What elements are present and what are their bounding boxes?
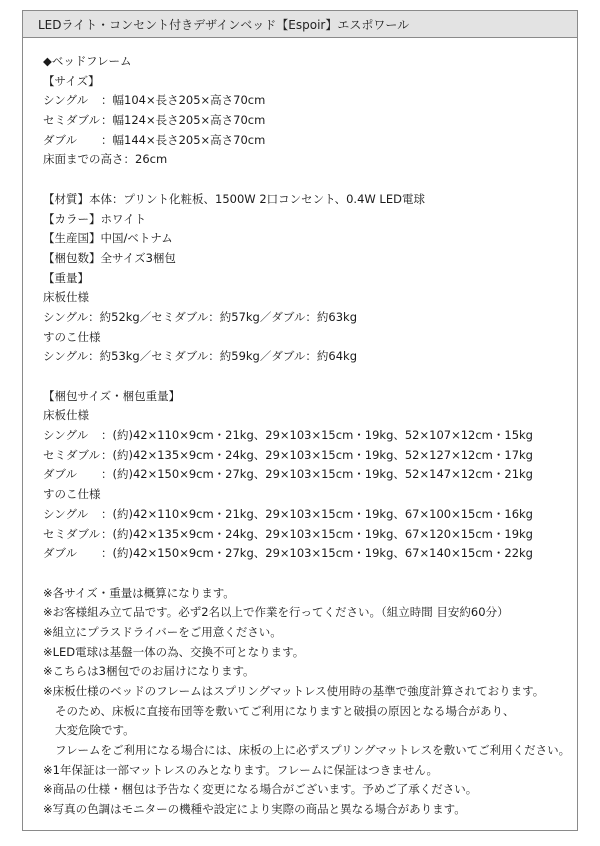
spacer: [43, 564, 577, 584]
weight-floor-label: 床板仕様: [43, 290, 89, 305]
package-row-value: ：(約)42×150×9cm・27kg、29×103×15cm・19kg、52×147×12cm・21kg: [101, 467, 533, 482]
package-count: 【梱包数】全サイズ3梱包: [43, 250, 176, 265]
spacer: [43, 367, 577, 387]
package-row-label: シングル: [43, 506, 89, 521]
package-row-value: ：(約)42×135×9cm・24kg、29×103×15cm・19kg、67×120×15cm・19kg: [101, 526, 533, 541]
size-label: シングル: [43, 93, 89, 108]
package-row-value: ：(約)42×135×9cm・24kg、29×103×15cm・19kg、52×127×12cm・17kg: [101, 447, 533, 462]
package-row-label: セミダブル: [43, 447, 101, 462]
note: ※各サイズ・重量は概算になります。: [43, 585, 235, 600]
weight-slat: シングル：約53kg／セミダブル：約59kg／ダブル：約64kg: [43, 349, 357, 364]
package-row-label: セミダブル: [43, 526, 101, 541]
package-row-value: ：(約)42×110×9cm・21kg、29×103×15cm・19kg、52×107×12cm・15kg: [101, 428, 533, 443]
size-value: ：幅104×長さ205×高さ70cm: [101, 93, 266, 108]
size-label: セミダブル: [43, 113, 101, 128]
weight-floor: シングル：約52kg／セミダブル：約57kg／ダブル：約63kg: [43, 309, 357, 324]
package-row-label: シングル: [43, 428, 89, 443]
package-row: [43, 525, 577, 545]
note: ※組立にプラスドライバーをご用意ください。: [43, 624, 282, 639]
note: フレームをご利用になる場合には、床板の上に必ずスプリングマットレスを敷いてご利用ください。: [55, 743, 571, 758]
material: 【材質】本体：プリント化粧板、1500W 2口コンセント、0.4W LED電球: [43, 191, 425, 206]
package-slat-label: すのこ仕様: [43, 487, 101, 502]
note: ※商品の仕様・梱包は予告なく変更になる場合がございます。予めご了承ください。: [43, 782, 478, 797]
size-row-double: [43, 131, 577, 151]
spec-content: [43, 52, 577, 820]
note: ※写真の色調はモニターの機種や設定により実際の商品と異なる場合があります。: [43, 802, 466, 817]
note: ※床板仕様のベッドのフレームはスプリングマットレス使用時の基準で強度計算されております。: [43, 684, 545, 698]
note: ※こちらは3梱包でのお届けになります。: [43, 664, 255, 679]
floor-height: 床面までの高さ：26cm: [43, 152, 168, 167]
panel-title: LEDライト・コンセント付きデザインベッド【Espoir】エスポワール: [38, 18, 410, 32]
color: 【カラー】ホワイト: [43, 211, 147, 226]
frame-heading: ◆ベッドフレーム: [43, 54, 132, 68]
package-row-label: ダブル: [43, 467, 78, 482]
size-label: ダブル: [43, 132, 78, 147]
note: 大変危険です。: [55, 723, 135, 738]
package-heading: 【梱包サイズ・梱包重量】: [43, 388, 181, 403]
package-row: [43, 426, 577, 446]
size-value: ：幅124×長さ205×高さ70cm: [101, 113, 266, 128]
note: ※お客様組み立て品です。必ず2名以上で作業を行ってください。（組立時間 目安約60分）: [43, 605, 509, 620]
size-row-single: [43, 91, 577, 111]
package-row: [43, 544, 577, 564]
panel-header: [23, 11, 577, 38]
package-row: [43, 446, 577, 466]
spec-panel: [22, 10, 578, 831]
size-value: ：幅144×長さ205×高さ70cm: [101, 132, 266, 147]
note: ※1年保証は一部マットレスのみとなります。フレームに保証はつきません。: [43, 762, 438, 777]
note: そのため、床板に直接布団等を敷いてご利用になりますと破損の原因となる場合があり、: [55, 703, 515, 718]
package-row: [43, 505, 577, 525]
package-row: [43, 465, 577, 485]
package-row-value: ：(約)42×150×9cm・27kg、29×103×15cm・19kg、67×140×15cm・22kg: [101, 546, 533, 561]
size-heading: 【サイズ】: [43, 73, 100, 88]
weight-heading: 【重量】: [43, 270, 89, 285]
package-row-value: ：(約)42×110×9cm・21kg、29×103×15cm・19kg、67×100×15cm・16kg: [101, 506, 533, 521]
size-row-semidouble: [43, 111, 577, 131]
origin: 【生産国】中国/ベトナム: [43, 231, 173, 246]
package-row-label: ダブル: [43, 546, 78, 561]
weight-slat-label: すのこ仕様: [43, 329, 101, 344]
note: ※LED電球は基盤一体の為、交換不可となります。: [43, 644, 305, 659]
package-floor-label: 床板仕様: [43, 408, 89, 423]
spacer: [43, 170, 577, 190]
